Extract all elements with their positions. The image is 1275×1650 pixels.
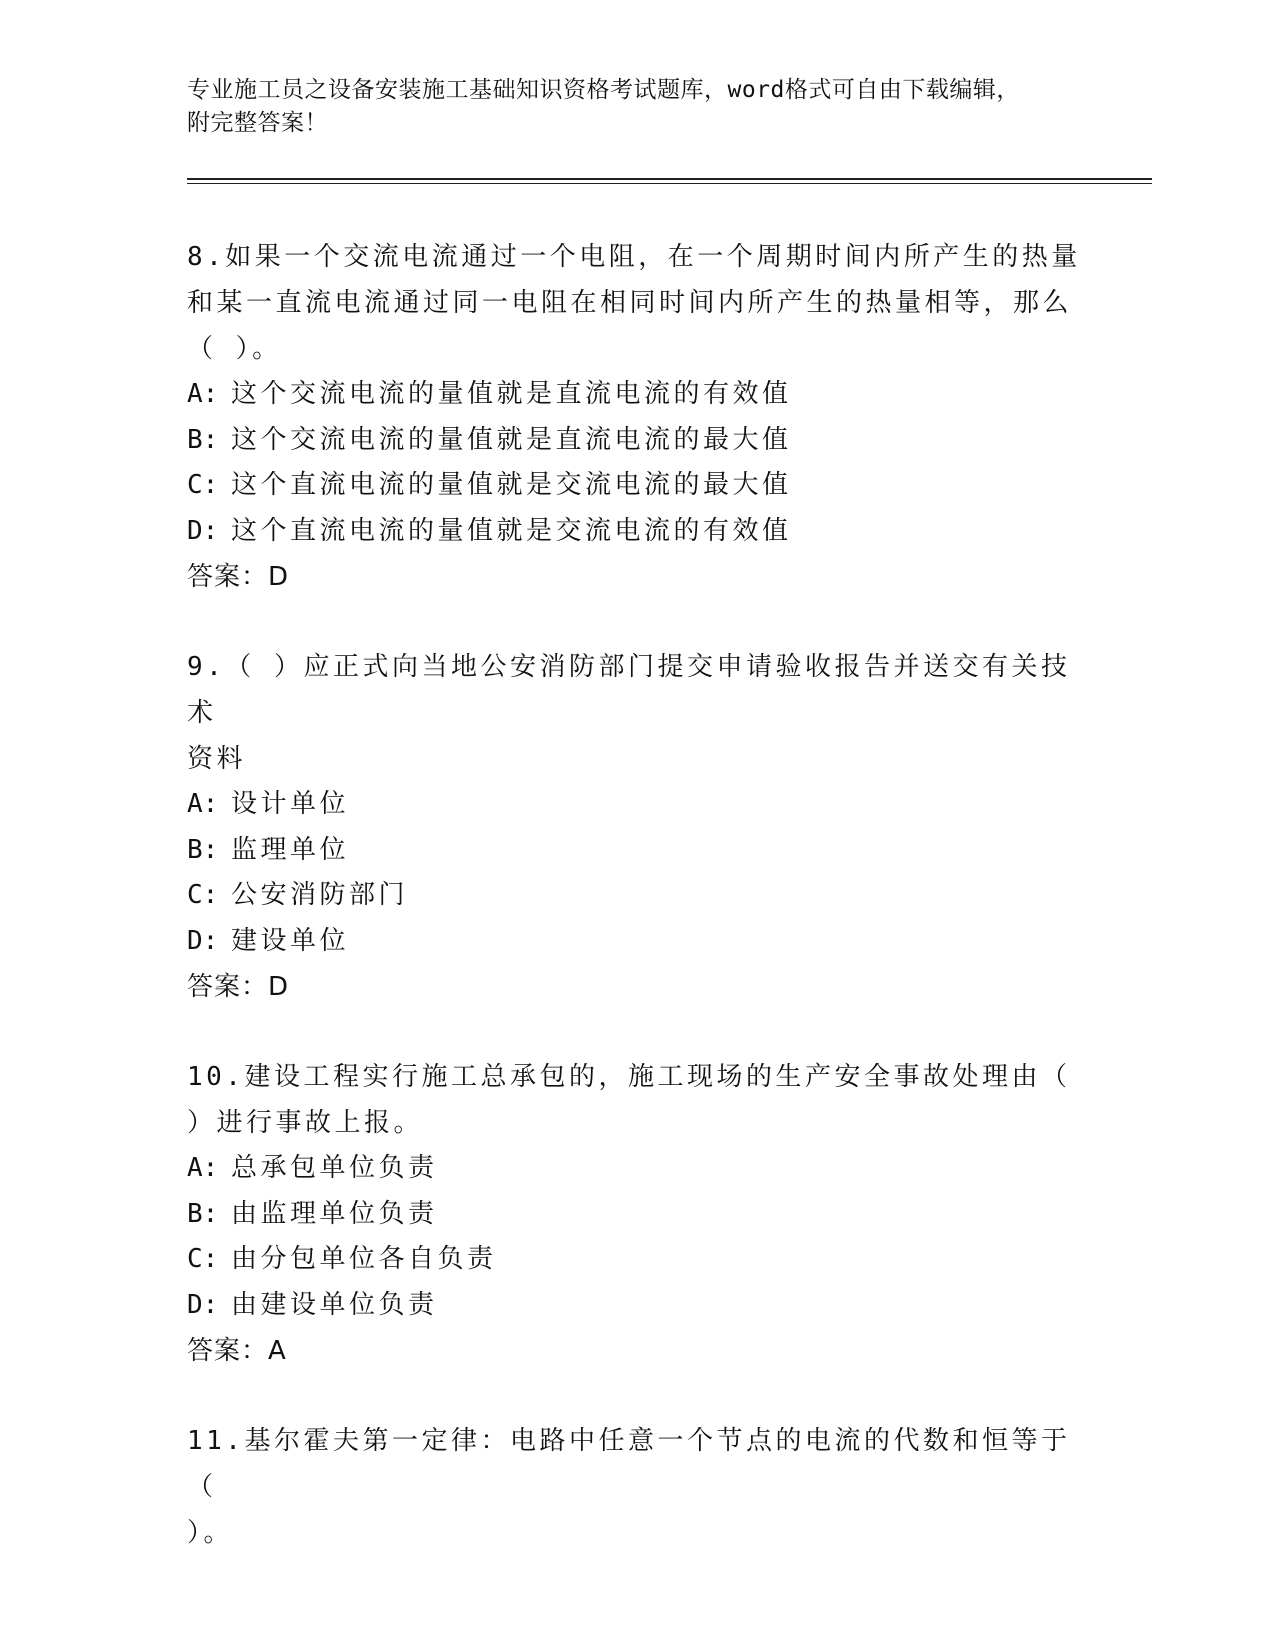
stem-line: 资料 bbox=[187, 744, 247, 774]
header-divider-thick bbox=[187, 178, 1152, 180]
question-stem bbox=[187, 1054, 1087, 1146]
option-letter: B: bbox=[187, 834, 219, 865]
option-d bbox=[187, 509, 1087, 555]
option-d bbox=[187, 1283, 1087, 1329]
stem-line: 和某一直流电流通过同一电阻在相同时间内所产生的热量相等，那么 bbox=[187, 288, 1073, 318]
option-b bbox=[187, 828, 1087, 874]
option-d bbox=[187, 919, 1087, 965]
option-text: 这个交流电流的量值就是直流电流的最大值 bbox=[231, 424, 792, 455]
question-9 bbox=[187, 644, 1087, 1010]
option-c bbox=[187, 1237, 1087, 1283]
option-letter: B: bbox=[187, 424, 219, 455]
option-text: 总承包单位负责 bbox=[231, 1153, 438, 1183]
header-line-1: 专业施工员之设备安装施工基础知识资格考试题库，word格式可自由下载编辑， bbox=[187, 77, 1020, 103]
option-c bbox=[187, 463, 1087, 509]
header-divider-thin bbox=[187, 183, 1152, 184]
stem-line: ）。 bbox=[187, 1518, 234, 1548]
option-text: 这个直流电流的量值就是交流电流的有效值 bbox=[231, 515, 792, 546]
option-letter: C: bbox=[187, 1244, 219, 1274]
question-stem bbox=[187, 234, 1087, 372]
option-letter: B: bbox=[187, 1198, 219, 1229]
stem-line: ）进行事故上报。 bbox=[187, 1108, 424, 1138]
option-letter: D: bbox=[187, 925, 219, 956]
document-header bbox=[187, 74, 1087, 140]
option-letter: D: bbox=[187, 515, 219, 546]
option-text: 由监理单位负责 bbox=[231, 1198, 438, 1229]
option-letter: C: bbox=[187, 470, 219, 500]
option-a bbox=[187, 1146, 1087, 1192]
question-list bbox=[187, 234, 1087, 1600]
option-a bbox=[187, 372, 1087, 418]
question-8 bbox=[187, 234, 1087, 600]
header-line-2: 附完整答案！ bbox=[187, 110, 328, 136]
stem-line: 10.建设工程实行施工总承包的，施工现场的生产安全事故处理由（ bbox=[187, 1062, 1071, 1092]
option-c bbox=[187, 873, 1087, 919]
option-b bbox=[187, 418, 1087, 464]
option-text: 这个直流电流的量值就是交流电流的最大值 bbox=[231, 470, 792, 500]
option-text: 建设单位 bbox=[231, 925, 350, 956]
option-text: 设计单位 bbox=[231, 789, 350, 819]
stem-line: 11.基尔霍夫第一定律：电路中任意一个节点的电流的代数和恒等于（ bbox=[187, 1426, 1071, 1502]
answer-label: 答案：D bbox=[187, 562, 290, 592]
option-text: 公安消防部门 bbox=[231, 880, 409, 910]
option-text: 监理单位 bbox=[231, 834, 350, 865]
answer-label: 答案：D bbox=[187, 972, 290, 1002]
option-text: 由分包单位各自负责 bbox=[231, 1244, 497, 1274]
stem-line: 8.如果一个交流电流通过一个电阻，在一个周期时间内所产生的热量 bbox=[187, 242, 1081, 272]
question-11 bbox=[187, 1418, 1087, 1556]
question-stem bbox=[187, 1418, 1087, 1556]
question-stem bbox=[187, 644, 1087, 782]
option-letter: A: bbox=[187, 1153, 219, 1183]
option-b bbox=[187, 1192, 1087, 1238]
option-text: 这个交流电流的量值就是直流电流的有效值 bbox=[231, 379, 792, 409]
stem-line: 9.（ ）应正式向当地公安消防部门提交申请验收报告并送交有关技术 bbox=[187, 652, 1071, 728]
question-10 bbox=[187, 1054, 1087, 1374]
answer-label: 答案：A bbox=[187, 1336, 287, 1366]
option-letter: C: bbox=[187, 880, 219, 910]
option-a bbox=[187, 782, 1087, 828]
option-letter: A: bbox=[187, 379, 219, 409]
stem-line: （ ）。 bbox=[187, 334, 282, 364]
option-letter: D: bbox=[187, 1289, 219, 1320]
option-text: 由建设单位负责 bbox=[231, 1289, 438, 1320]
option-letter: A: bbox=[187, 789, 219, 819]
